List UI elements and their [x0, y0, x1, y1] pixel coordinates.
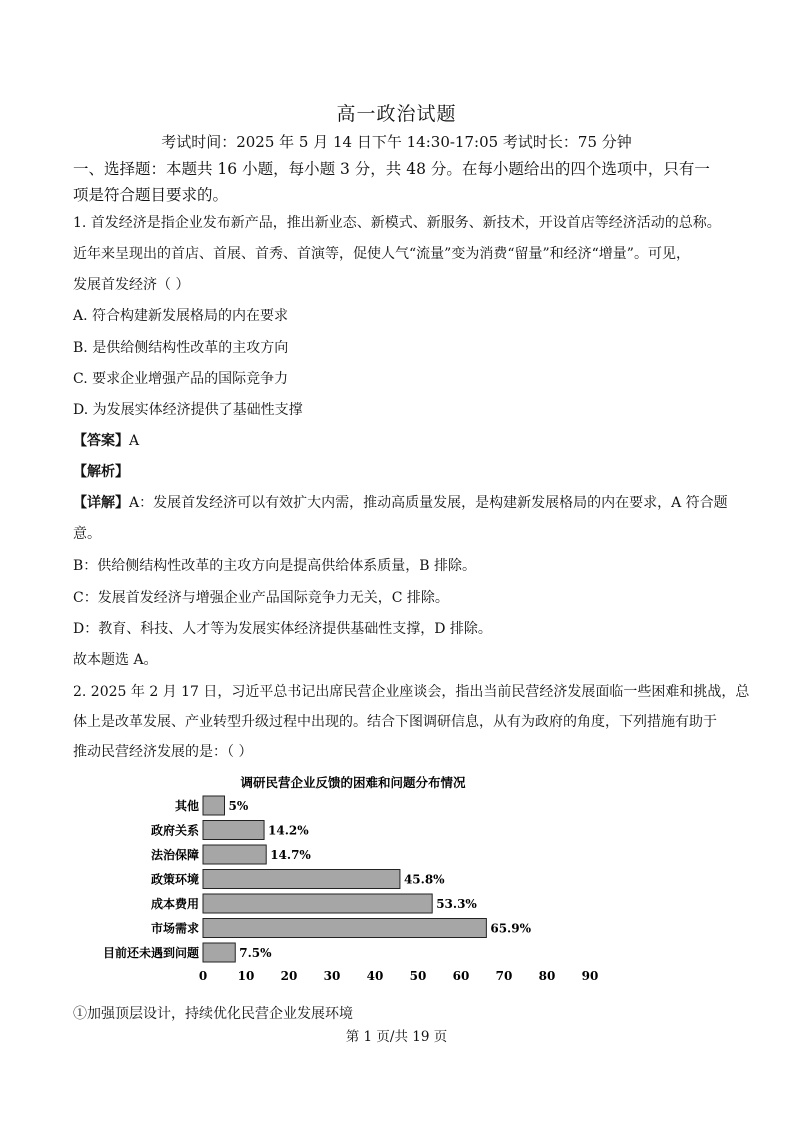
q2-stem-line1: 2. 2025 年 2 月 17 日，习近平总书记出席民营企业座谈会，指出当前民营经济发展面临一些困难和挑战，总 — [73, 684, 750, 700]
category-label: 目前还未遇到问题 — [102, 946, 199, 960]
x-tick-label: 0 — [198, 969, 208, 983]
q1-option-d: D. 为发展实体经济提供了基础性支撑 — [73, 402, 303, 418]
problem-distribution-chart — [80, 770, 640, 985]
category-label: 成本费用 — [150, 897, 199, 911]
q1-detail-line2: 意。 — [73, 526, 101, 542]
q1-detail-line1 — [73, 492, 733, 512]
x-tick-label: 50 — [409, 969, 427, 983]
category-label: 其他 — [174, 799, 199, 813]
q1-option-c: C. 要求企业增强产品的国际竞争力 — [73, 371, 289, 387]
q1-conclusion: 故本题选 A。 — [73, 652, 158, 668]
page-number: 第 1 页/共 19 页 — [345, 1029, 448, 1045]
value-label: 65.9% — [490, 921, 532, 936]
x-tick-label: 30 — [323, 969, 341, 983]
x-tick-label: 40 — [366, 969, 384, 983]
x-tick-label: 20 — [280, 969, 298, 983]
bar — [203, 870, 400, 889]
category-label: 政策环境 — [150, 872, 199, 887]
section-heading-line1: 一、选择题：本题共 16 小题，每小题 3 分，共 48 分。在每小题给出的四个选项中，只有一 — [73, 160, 710, 178]
answer-value: A — [129, 433, 140, 449]
bar — [203, 919, 486, 938]
exam-info: 考试时间：2025 年 5 月 14 日下午 14:30-17:05 考试时长：75 分钟 — [161, 133, 632, 151]
q1-option-b: B. 是供给侧结构性改革的主攻方向 — [73, 340, 289, 356]
q1-stem-line1: 1. 首发经济是指企业发布新产品，推出新业态、新模式、新服务、新技术，开设首店等经济活动的总称。 — [73, 215, 721, 231]
x-tick-label: 80 — [538, 969, 556, 983]
value-label: 53.3% — [436, 897, 477, 911]
answer-tag: 【答案】 — [73, 433, 129, 449]
bar — [203, 796, 225, 815]
value-label: 45.8% — [403, 872, 445, 887]
detail-tag: 【详解】 — [73, 495, 129, 511]
value-label: 5% — [228, 799, 249, 813]
x-tick-label: 70 — [495, 969, 513, 983]
x-tick-label: 10 — [237, 969, 255, 983]
value-label: 14.2% — [268, 823, 309, 838]
chart-title: 调研民营企业反馈的困难和问题分布情况 — [240, 775, 466, 790]
q2-item-1: ①加强顶层设计，持续优化民营企业发展环境 — [73, 1006, 353, 1022]
q1-stem-line2: 近年来呈现出的首店、首展、首秀、首演等，促使人气“流量”变为消费“留量”和经济“增量”。可见， — [73, 246, 690, 262]
q1-stem-line3: 发展首发经济（ ） — [73, 277, 190, 293]
bar — [203, 894, 432, 913]
q1-detail-line4: C：发展首发经济与增强企业产品国际竞争力无关，C 排除。 — [73, 590, 449, 606]
q2-stem-line2: 体上是改革发展、产业转型升级过程中出现的。结合下图调研信息，从有为政府的角度，下列措施有助于 — [73, 714, 717, 730]
x-tick-label: 90 — [581, 969, 599, 983]
category-label: 政府关系 — [150, 823, 199, 838]
category-label: 市场需求 — [150, 921, 199, 936]
bar — [203, 943, 235, 962]
q1-answer — [73, 430, 733, 450]
q1-detail-line3: B：供给侧结构性改革的主攻方向是提高供给体系质量，B 排除。 — [73, 558, 477, 574]
x-tick-label: 60 — [452, 969, 470, 983]
page-title: 高一政治试题 — [336, 103, 457, 125]
analysis-tag: 【解析】 — [73, 464, 129, 480]
bar — [203, 845, 266, 864]
detail-text-1: A：发展首发经济可以有效扩大内需，推动高质量发展，是构建新发展格局的内在要求，A 符合题 — [129, 495, 728, 511]
category-label: 法治保障 — [150, 848, 199, 862]
q1-option-a: A. 符合构建新发展格局的内在要求 — [73, 308, 289, 324]
section-heading-line2: 项是符合题目要求的。 — [73, 186, 229, 204]
bar — [203, 821, 264, 840]
value-label: 14.7% — [270, 848, 311, 862]
q1-detail-line5: D：教育、科技、人才等为发展实体经济提供基础性支撑，D 排除。 — [73, 621, 492, 637]
q2-stem-line3: 推动民营经济发展的是：（ ） — [73, 744, 253, 760]
value-label: 7.5% — [239, 946, 272, 960]
